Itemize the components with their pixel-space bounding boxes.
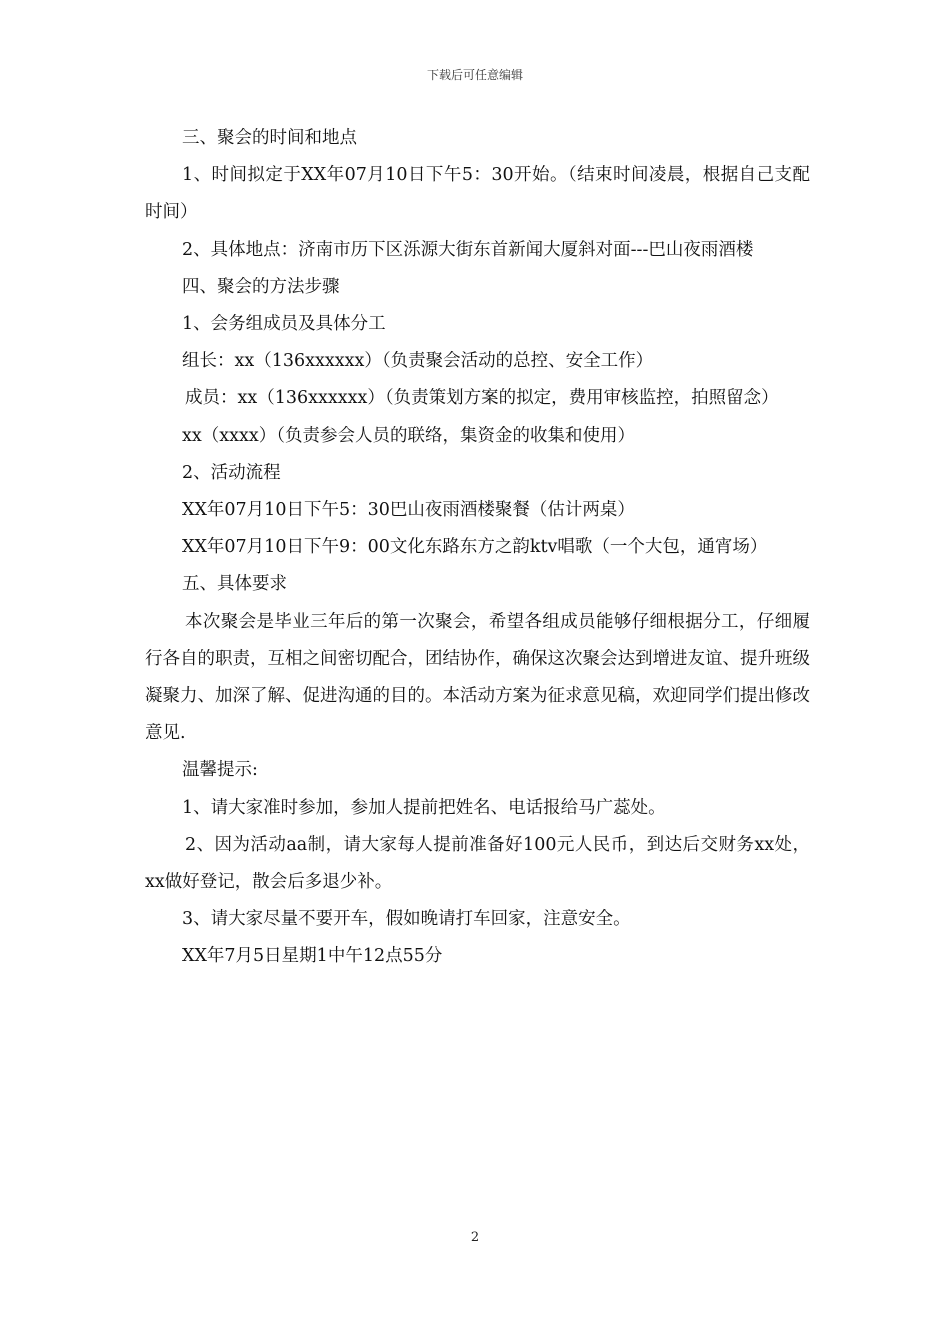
paragraph-date: XX年7月5日星期1中午12点55分 bbox=[182, 946, 443, 967]
subheading-team: 1、会务组成员及具体分工 bbox=[182, 314, 386, 335]
paragraph-requirements: 本次聚会是毕业三年后的第一次聚会，希望各组成员能够仔细根据分工，仔细履行各自的职责，互相之间密切配合，团结协作，确保这次聚会达到增进友谊、提升班级凝聚力、加深了解、促进沟通的目的。本活动方案为征求意见稿，欢迎同学们提出修改意见. bbox=[145, 611, 810, 744]
subheading-tips: 温馨提示: bbox=[182, 760, 258, 781]
document-body bbox=[145, 120, 810, 976]
paragraph-team-leader: 组长：xx（136xxxxxx）（负责聚会活动的总控、安全工作） bbox=[182, 351, 654, 372]
paragraph-time: 1、时间拟定于XX年07月10日下午5：30开始。（结束时间凌晨，根据自己支配时间） bbox=[145, 165, 810, 223]
paragraph-team-member-2: xx（xxxx）（负责参会人员的联络，集资金的收集和使用） bbox=[182, 425, 635, 446]
subheading-process: 2、活动流程 bbox=[182, 462, 281, 483]
page-header: 下载后可任意编辑 bbox=[426, 68, 523, 82]
section-heading-steps: 四、聚会的方法步骤 bbox=[182, 276, 340, 297]
paragraph-team-member: 成员：xx（136xxxxxx）（负责策划方案的拟定，费用审核监控，拍照留念） bbox=[185, 388, 779, 409]
paragraph-location: 2、具体地点：济南市历下区泺源大街东首新闻大厦斜对面---巴山夜雨酒楼 bbox=[182, 239, 754, 260]
section-heading-requirements: 五、具体要求 bbox=[182, 574, 287, 595]
section-heading-time-place: 三、聚会的时间和地点 bbox=[182, 128, 357, 148]
paragraph-tip-3: 3、请大家尽量不要开车，假如晚请打车回家，注意安全。 bbox=[182, 909, 631, 930]
paragraph-process-ktv: XX年07月10日下午9：00文化东路东方之韵ktv唱歌（一个大包，通宵场） bbox=[182, 537, 768, 558]
paragraph-tip-2: 2、因为活动aa制，请大家每人提前准备好100元人民币，到达后交财务xx处，xx做好登记，散会后多退少补。 bbox=[145, 834, 810, 893]
paragraph-tip-1: 1、请大家准时参加，参加人提前把姓名、电话报给马广蕊处。 bbox=[182, 797, 666, 818]
paragraph-process-dinner: XX年07月10日下午5：30巴山夜雨酒楼聚餐（估计两桌） bbox=[182, 500, 635, 521]
page-number: 2 bbox=[470, 1230, 480, 1245]
